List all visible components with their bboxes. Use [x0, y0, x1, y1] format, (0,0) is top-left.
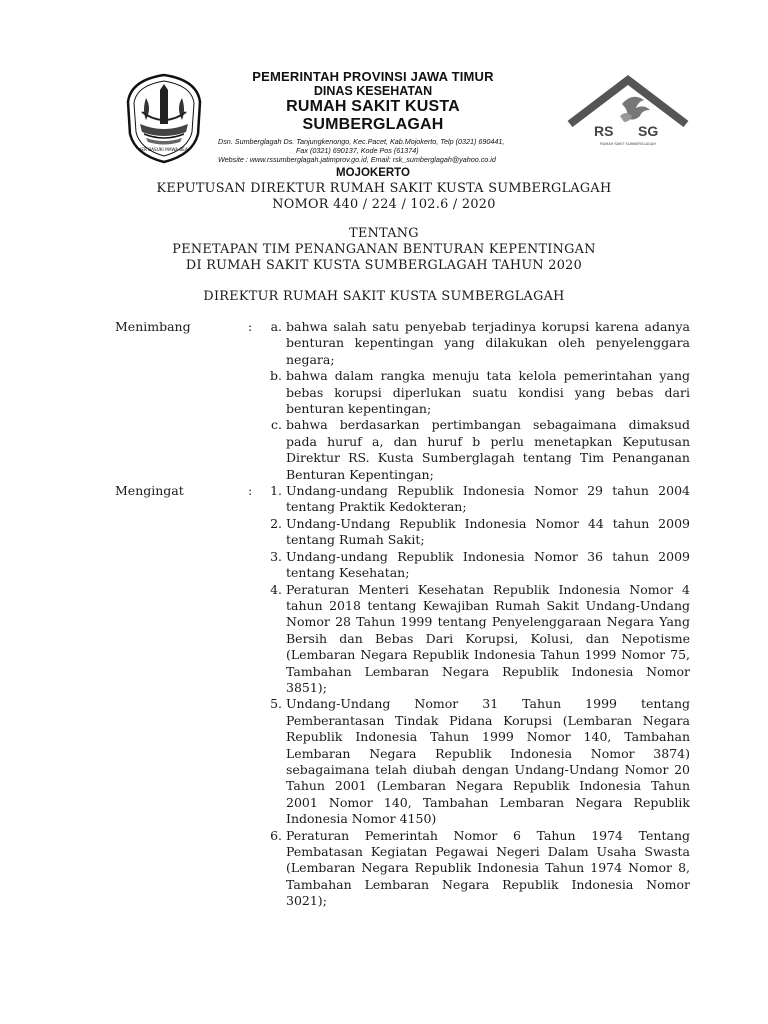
list-item [270, 827, 695, 910]
decree-body [115, 319, 695, 910]
agency-name: DINAS KESEHATAN [313, 84, 433, 98]
rs-sumberglagah-logo-icon [564, 74, 692, 154]
east-java-coat-of-arms-icon [124, 72, 204, 164]
government-name: PEMERINTAH PROVINSI JAWA TIMUR [252, 69, 494, 84]
address-line-2: Fax (0321) 690137, Kode Pos (61374) [296, 146, 419, 155]
item-text: bahwa salah satu penyebab terjadinya korupsi karena adanya benturan kepentingan yang dilakukan oleh penyelenggara negara; [286, 319, 690, 367]
list-item [270, 548, 695, 582]
item-text: Undang-Undang Republik Indonesia Nomor 44 tahun 2009 tentang Rumah Sakit; [286, 515, 690, 548]
decree-subject-1: PENETAPAN TIM PENANGANAN BENTURAN KEPENTINGAN [172, 242, 596, 257]
item-number: a. [270, 319, 282, 334]
item-number: 3. [270, 548, 282, 564]
list-item [271, 417, 695, 483]
mengingat-colon: : [248, 483, 253, 499]
item-number: 4. [270, 581, 282, 597]
item-text: Undang-undang Republik Indonesia Nomor 36 tahun 2009 tentang Kesehatan; [286, 548, 690, 581]
item-text: Undang-undang Republik Indonesia Nomor 29 tahun 2004 tentang Praktik Kedokteran; [286, 483, 690, 515]
director-heading: DIREKTUR RUMAH SAKIT KUSTA SUMBERGLAGAH [203, 289, 565, 304]
address-line-3: Website : www.rssumberglagah.jatimprov.go.id, Email: rsk_sumberglagah@yahoo.co.id [218, 155, 496, 164]
list-item [270, 368, 695, 417]
menimbang-colon: : [248, 319, 253, 334]
item-number: c. [271, 417, 282, 433]
logo-sg-text: SG [638, 123, 659, 139]
address-line-1: Dsn. Sumberglagah Ds. Tanjungkenongo, Kec.Pacet, Kab.Mojokerto, Telp (0321) 690441, [218, 137, 505, 146]
decree-subject-2: DI RUMAH SAKIT KUSTA SUMBERGLAGAH TAHUN 2020 [185, 258, 583, 273]
seal-motto: JER BASUKI MAWA BEA [140, 147, 188, 152]
item-text: bahwa dalam rangka menuju tata kelola pemerintahan yang bebas korupsi diperlukan suatu kondisi yang bebas dari benturan kepentingan; [286, 368, 690, 417]
hospital-name: RUMAH SAKIT KUSTA SUMBERGLAGAH [286, 98, 460, 133]
list-item [270, 515, 695, 549]
item-number: 5. [270, 696, 282, 712]
list-item [270, 581, 695, 697]
item-text: Undang-Undang Nomor 31 Tahun 1999 tentang Pemberantasan Tindak Pidana Korupsi (Lembaran Negara Republik Indonesia Tahun 1999 Nomor 140, Tambahan Lembaran Negara Republik Indonesia Nomor 3874) sebagaimana telah diubah dengan Undang-Undang Nomor 20 Tahun 2001 (Lembaran Negara Republik Indonesia Tahun 2001 Nomor 140, Tambahan Lembaran Negara Republik Indonesia Nomor 4150) [286, 696, 690, 827]
mengingat-label: Mengingat [115, 483, 184, 499]
logo-rs-text: RS [594, 123, 614, 139]
list-item [270, 319, 695, 368]
city-name: MOJOKERTO [336, 167, 410, 179]
letterhead-text [218, 68, 548, 179]
menimbang-section [115, 319, 695, 483]
mengingat-section [115, 483, 695, 910]
item-text: bahwa berdasarkan pertimbangan sebagaimana dimaksud pada huruf a, dan huruf b perlu menetapkan Keputusan Direktur RS. Kusta Sumberglagah tentang Tim Penanganan Benturan Kepentingan; [286, 417, 690, 482]
menimbang-label: Menimbang [115, 319, 191, 334]
list-item [270, 483, 695, 516]
tentang-heading: TENTANG [349, 226, 419, 241]
item-number: 6. [270, 827, 282, 843]
logo-caption: RUMAH SAKIT SUMBERGLAGAH [600, 142, 656, 146]
item-text: Peraturan Pemerintah Nomor 6 Tahun 1974 Tentang Pembatasan Kegiatan Pegawai Negeri Dalam Usaha Swasta (Lembaran Negara Republik Indonesia Tahun 1974 Nomor 8, Tambahan Lembaran Negara Republik Indonesia Nomor 3021); [286, 827, 690, 909]
list-item [270, 696, 695, 827]
item-text: Peraturan Menteri Kesehatan Republik Indonesia Nomor 4 tahun 2018 tentang Kewajiban Rumah Sakit Undang-Undang Nomor 28 Tahun 1999 tentang Penyelenggaraan Negara Yang Bersih dan Bebas Dari Korupsi, Kolusi, dan Nepotisme (Lembaran Negara Republik Indonesia Tahun 1999 Nomor 75, Tambahan Lembaran Negara Republik Indonesia Nomor 3851); [286, 581, 690, 695]
hospital-address [218, 137, 548, 164]
decree-title: KEPUTUSAN DIREKTUR RUMAH SAKIT KUSTA SUMBERGLAGAH [156, 181, 612, 196]
item-number: b. [270, 368, 282, 384]
decree-number: NOMOR 440 / 224 / 102.6 / 2020 [272, 197, 496, 212]
letterhead [120, 68, 692, 179]
item-number: 1. [270, 483, 282, 499]
item-number: 2. [270, 515, 282, 531]
